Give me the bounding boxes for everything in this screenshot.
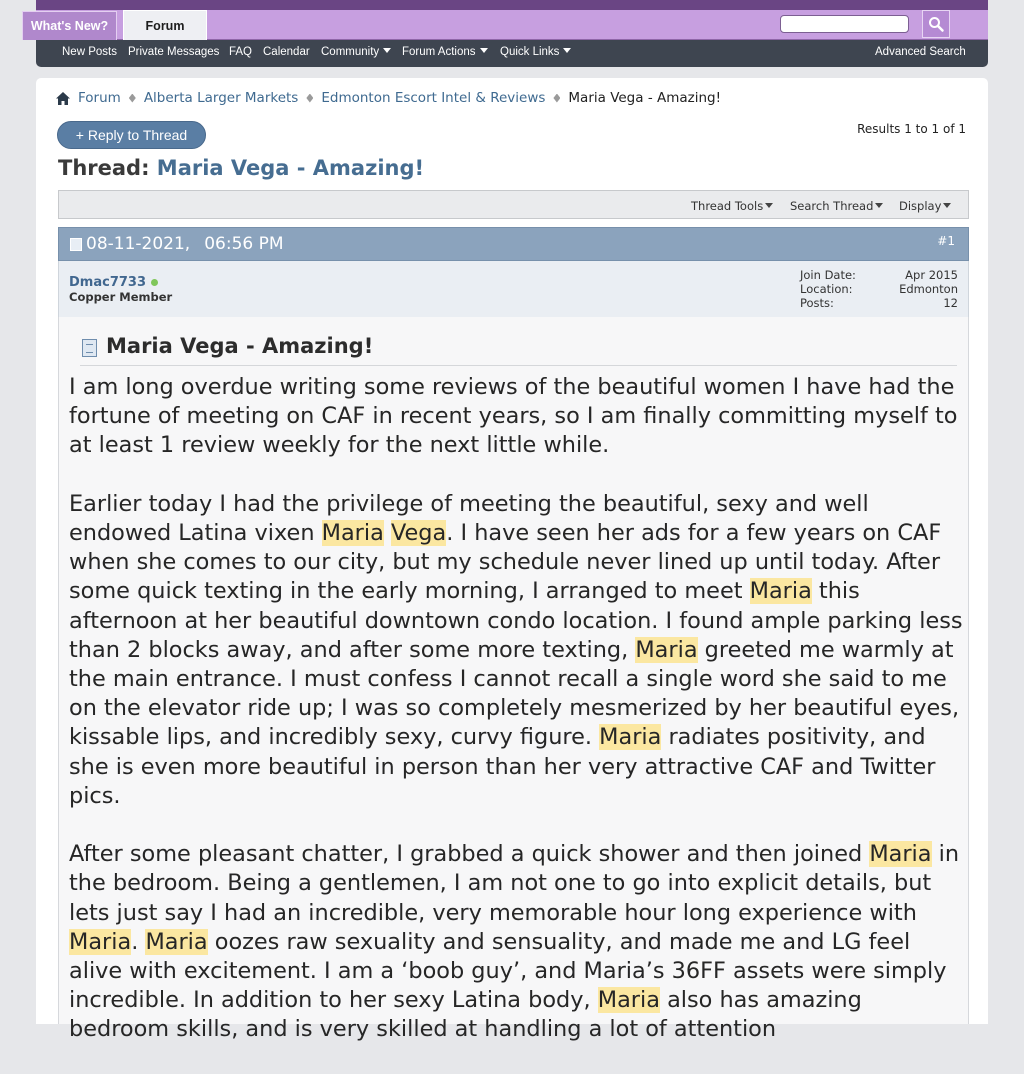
nav-calendar[interactable]: Calendar	[263, 46, 310, 58]
chevron-down-icon	[383, 48, 391, 53]
post-header	[58, 227, 969, 261]
post-text: Earlier today I had the privilege of meeting the beautiful, sexy and well endowed Latina vixen	[69, 490, 869, 546]
highlighted-term: Vega	[390, 520, 447, 546]
highlighted-term: Maria	[321, 520, 384, 546]
location-label: Location:	[800, 282, 853, 296]
highlighted-term: Maria	[599, 724, 662, 751]
join-date-value: Apr 2015	[905, 268, 958, 282]
user-stat-row	[800, 282, 958, 296]
breadcrumb-alberta-larger-markets[interactable]: Alberta Larger Markets	[143, 90, 299, 106]
posts-value: 12	[943, 296, 958, 310]
username[interactable]	[69, 275, 158, 290]
post-paragraph-2	[69, 490, 964, 811]
search-button[interactable]	[922, 10, 950, 38]
post-icon	[70, 238, 82, 251]
post-title	[80, 334, 957, 366]
join-date-label: Join Date:	[800, 268, 856, 282]
nav-advanced-search[interactable]: Advanced Search	[875, 46, 966, 58]
highlighted-term: Maria	[145, 928, 208, 955]
highlighted-term: Maria	[749, 578, 812, 605]
nav-faq[interactable]: FAQ	[229, 46, 253, 58]
thread-tools-bar	[58, 190, 969, 219]
nav-community[interactable]	[321, 46, 391, 58]
post-paragraph-3	[69, 840, 964, 1044]
results-count: Results 1 to 1 of 1	[857, 122, 966, 136]
highlighted-term: Maria	[597, 987, 660, 1014]
post-time-value: 06:56 PM	[204, 234, 284, 254]
page-title	[58, 156, 424, 180]
post-text	[384, 520, 391, 546]
chevron-down-icon	[943, 203, 951, 208]
home-icon[interactable]	[56, 92, 70, 105]
post-date-value: 08-11-2021,	[86, 234, 191, 254]
breadcrumb-separator-icon	[553, 94, 560, 103]
thread-title-link[interactable]: Maria Vega - Amazing!	[156, 156, 425, 180]
breadcrumb-forum[interactable]: Forum	[78, 90, 121, 106]
post-number-link[interactable]: #1	[937, 234, 955, 248]
tab-forum[interactable]: Forum	[123, 10, 207, 41]
user-stat-row	[800, 268, 958, 282]
display-label: Display	[899, 199, 942, 213]
post-text: in the bedroom. Being a gentlemen, I am not one to go into explicit details, but lets just say I had an incredible, very memorable hour long experience with	[69, 841, 960, 926]
search-thread-menu[interactable]	[790, 199, 883, 213]
highlighted-term: Maria	[69, 928, 132, 955]
navbar-top-strip	[36, 0, 988, 10]
highlighted-term: Maria	[869, 841, 932, 868]
breadcrumb-separator-icon	[306, 94, 313, 103]
post-title-text: Maria Vega - Amazing!	[106, 334, 374, 358]
post-text: this afternoon at her beautiful downtown condo location. I found ample parking less than 2 blocks away, and after some more texting,	[69, 578, 963, 663]
breadcrumb-current: Maria Vega - Amazing!	[568, 90, 722, 106]
post-date	[70, 234, 284, 254]
navbar-sub	[36, 40, 988, 67]
chevron-down-icon	[765, 203, 773, 208]
post-content	[69, 373, 964, 1074]
document-icon	[82, 339, 97, 357]
post-text: greeted me warmly at the main entrance. I must confess I cannot recall a single word she said to me on the elevator ride up; I was so completely mesmerized by her beautiful eyes, kissable lips, and incredibly sexy, curvy figure.	[69, 636, 960, 751]
chevron-down-icon	[875, 203, 883, 208]
search-input[interactable]	[780, 15, 909, 33]
display-menu[interactable]	[899, 199, 951, 213]
post-text: also has amazing bedroom skills, and is very skilled at handling a lot of attention	[69, 987, 862, 1043]
chevron-down-icon	[480, 48, 488, 53]
location-value: Edmonton	[899, 282, 958, 296]
search-thread-label: Search Thread	[790, 199, 874, 213]
nav-community-label: Community	[321, 46, 380, 58]
post-text: radiates positivity, and she is even more beautiful in person than her very attractive CAF and Twitter pics.	[69, 724, 936, 809]
chevron-down-icon	[563, 48, 571, 53]
post-text: oozes raw sexuality and sensuality, and made me and LG feel alive with excitement. I am a ‘boob guy’, and Maria’s 36FF assets were simply incredible. In addition to her sexy Latina body,	[69, 928, 947, 1014]
nav-forum-actions-label: Forum Actions	[402, 46, 476, 58]
thread-tools-menu[interactable]	[691, 199, 773, 213]
post-text: .	[131, 928, 146, 955]
post-paragraph-1: I am long overdue writing some reviews of the beautiful women I have had the fortune of meeting on CAF in recent years, so I am finally committing myself to at least 1 review weekly for the next little while.	[69, 374, 958, 459]
user-title: Copper Member	[69, 290, 173, 304]
online-status-icon	[151, 279, 158, 286]
nav-new-posts[interactable]: New Posts	[62, 46, 117, 58]
post-text: . I have seen her ads for a few years on CAF when she comes to our city, but my schedule never lined up until today. After some quick texting in the early morning, I arranged to meet	[69, 520, 942, 605]
reply-to-thread-button[interactable]: + Reply to Thread	[57, 121, 206, 149]
nav-forum-actions[interactable]	[402, 46, 488, 58]
highlighted-term: Maria	[635, 636, 698, 663]
search-icon	[928, 16, 944, 32]
thread-tools-label: Thread Tools	[691, 199, 764, 213]
nav-quick-links[interactable]	[500, 46, 571, 58]
user-info	[58, 261, 969, 317]
posts-label: Posts:	[800, 296, 834, 310]
breadcrumb-edmonton-escort-intel[interactable]: Edmonton Escort Intel & Reviews	[321, 90, 546, 106]
tab-whats-new[interactable]: What's New?	[22, 11, 117, 40]
nav-quick-links-label: Quick Links	[500, 46, 560, 58]
user-stats	[800, 268, 958, 310]
thread-title-prefix: Thread:	[58, 156, 150, 180]
post-text: After some pleasant chatter, I grabbed a quick shower and then joined	[69, 841, 870, 868]
breadcrumb-separator-icon	[129, 94, 136, 103]
breadcrumb	[56, 90, 721, 106]
nav-private-messages[interactable]: Private Messages	[128, 46, 220, 58]
username-label: Dmac7733	[69, 275, 146, 290]
user-stat-row	[800, 296, 958, 310]
